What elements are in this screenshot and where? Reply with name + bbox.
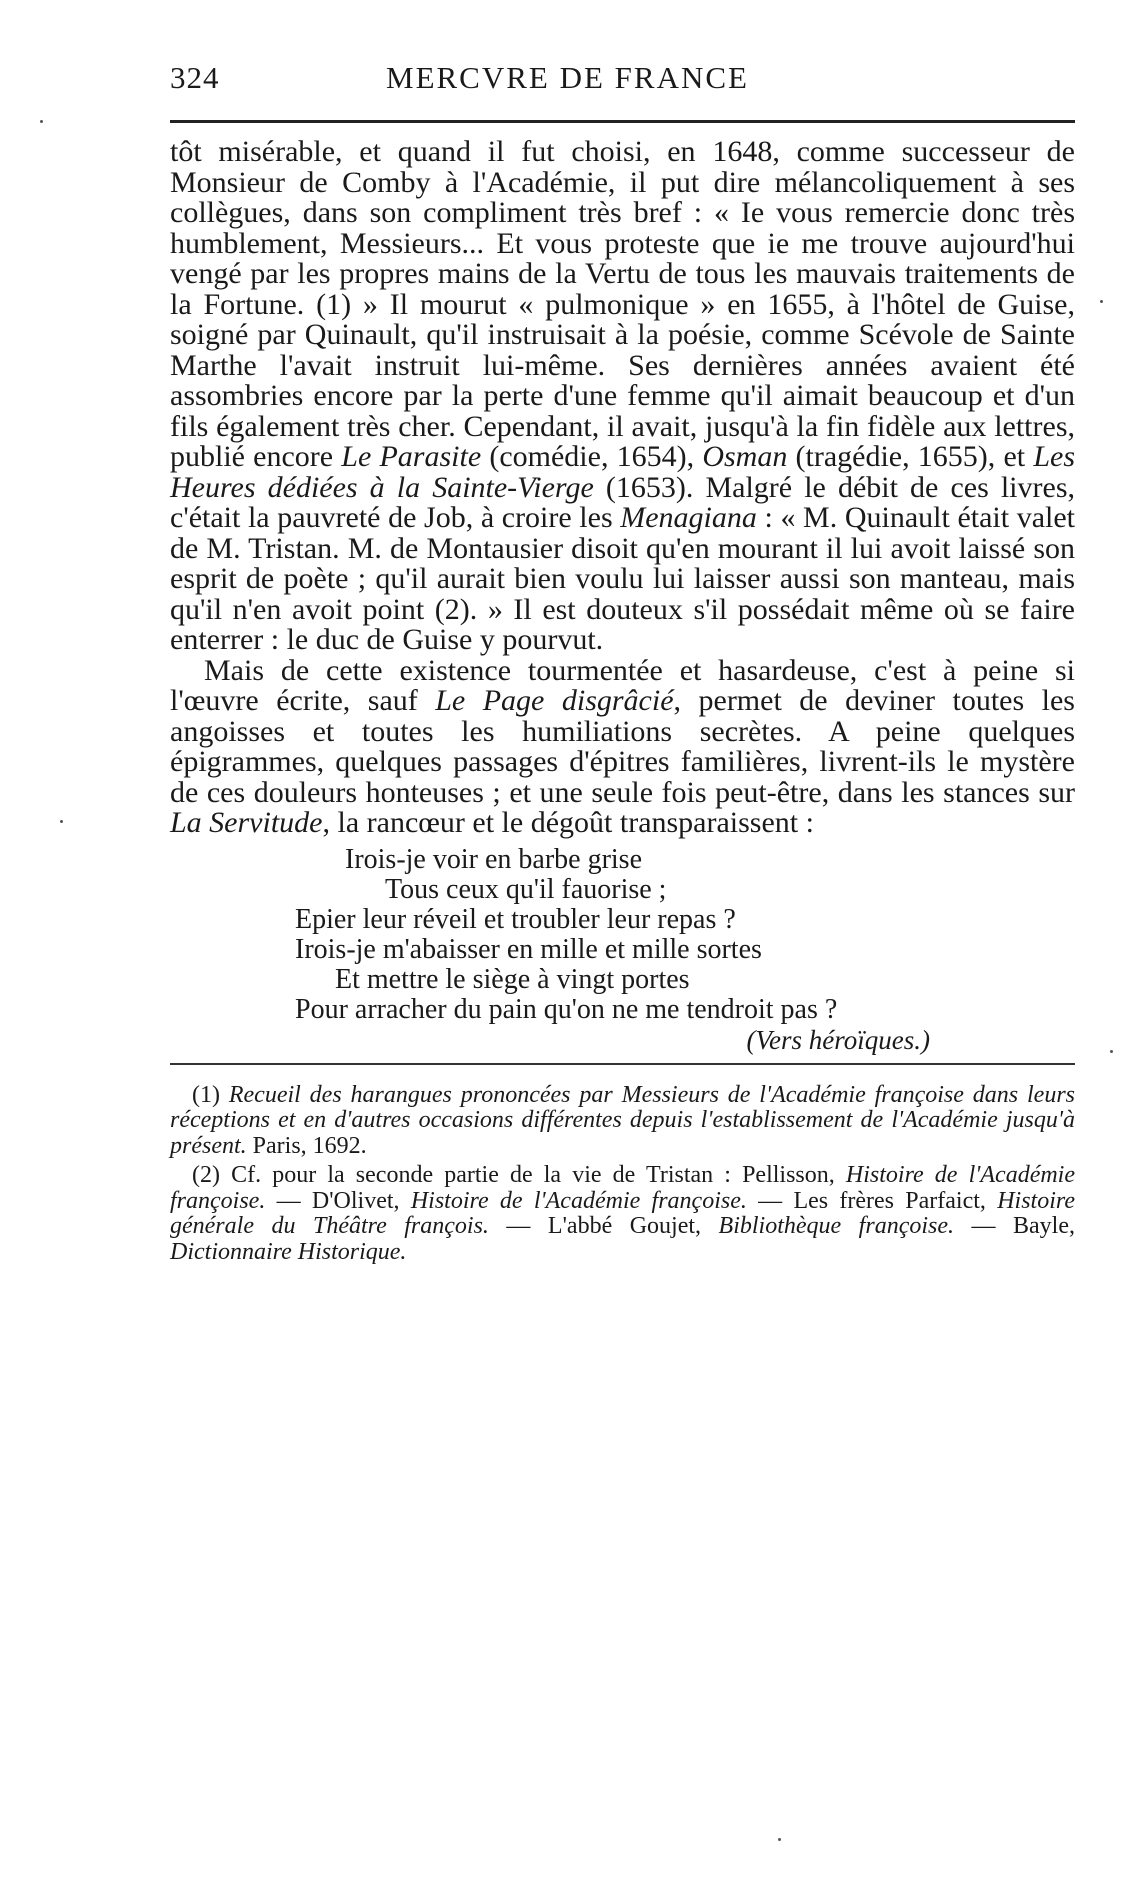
book-page bbox=[170, 60, 1075, 1269]
footnote-2 bbox=[170, 1163, 1075, 1265]
italic-run: Dictionnaire Historique. bbox=[170, 1238, 407, 1265]
italic-run: Bibliothèque françoise. bbox=[718, 1213, 955, 1239]
text-run: (tragédie, 1655), et bbox=[787, 440, 1034, 473]
footnotes bbox=[170, 1083, 1075, 1266]
footnote-1 bbox=[170, 1083, 1075, 1160]
italic-run: Histoire générale du Théâtre françois. bbox=[170, 1187, 1075, 1239]
text-run: — L'abbé Goujet, bbox=[488, 1213, 719, 1239]
verse-line: Tous ceux qu'il fauorise ; bbox=[385, 873, 667, 905]
text-run: , permet de deviner toutes les angoisses et toutes les humiliations secrètes. A peine quelques épigrammes, quelques passages d'épitres familières, livrent-ils le mystère de ces douleurs honteuses ; et une seule fois peut-être, dans les stances sur bbox=[170, 684, 1075, 809]
page-speck bbox=[40, 120, 43, 123]
verse-line: Pour arracher du pain qu'on ne me tendroit pas ? bbox=[295, 993, 838, 1025]
page-speck bbox=[1110, 1050, 1113, 1053]
verse-line: Et mettre le siège à vingt portes bbox=[335, 963, 690, 995]
page-speck bbox=[1100, 300, 1103, 303]
italic-run: Recueil des harangues prononcées par Messieurs de l'Académie françoise dans leurs réceptions et en d'autres occasions différentes depuis l'establissement de l'Académie jusqu'à présent. bbox=[170, 1081, 1075, 1159]
text-run: , la rancœur et le dégoût transparaissent : bbox=[322, 806, 814, 839]
page-number: 324 bbox=[170, 60, 220, 95]
verse-line: Irois-je voir en barbe grise bbox=[345, 843, 642, 875]
verse-line: Irois-je m'abaisser en mille et mille sortes bbox=[295, 933, 762, 965]
header-rule bbox=[170, 120, 1075, 123]
text-run: — D'Olivet, bbox=[265, 1187, 411, 1214]
verse-source: (Vers héroïques.) bbox=[746, 1024, 930, 1055]
italic-run: Histoire de l'Académie françoise. bbox=[170, 1162, 1075, 1214]
running-head: MERCVRE DE FRANCE bbox=[386, 60, 749, 95]
footnote-rule bbox=[170, 1063, 1075, 1065]
text-run: — Les frères Parfaict, bbox=[746, 1187, 998, 1214]
text-run: tôt misérable, et quand il fut choisi, en 1648, comme successeur de Monsieur de Comby à l'Académie, il put dire mélancoliquement à ses collègues, dans son compliment très bref : « Ie vous remercie donc très humblement, Messieurs... Et vous proteste que ie me trouve aujourd'hui vengé par les propres mains de la Vertu de tous les mauvais traitements de la Fortune. (1) » Il mourut « pulmonique » en 1655, à l'hôtel de Guise, soigné par Quinault, qu'il instruisait à la poésie, comme Scévole de Sainte Marthe l'avait instruit lui-même. Ses dernières années avaient été assombries encore par la perte d'une femme qu'il aimait beaucoup et d'un fils également très cher. Cependant, il avait, jusqu'à la fin fidèle aux lettres, publié encore bbox=[170, 135, 1075, 473]
italic-run: Les Heures dédiées à la Sainte-Vierge bbox=[170, 440, 1075, 504]
paragraph bbox=[170, 137, 1075, 656]
page-header bbox=[170, 60, 1075, 120]
italic-run: Osman bbox=[702, 440, 788, 473]
italic-run: Le Parasite bbox=[341, 440, 482, 473]
text-run: Mais de cette existence tourmentée et hasardeuse, c'est à peine si l'œuvre écrite, sauf bbox=[170, 653, 1075, 717]
italic-run: Menagiana bbox=[620, 501, 757, 534]
text-run: — Bayle, bbox=[954, 1213, 1076, 1239]
page-speck bbox=[778, 1838, 781, 1841]
text-run: (1) bbox=[192, 1081, 229, 1108]
verse-line: Epier leur réveil et troubler leur repas ? bbox=[295, 903, 736, 935]
italic-run: Le Page disgrâcié bbox=[435, 684, 674, 717]
text-run: (2) Cf. pour la seconde partie de la vie de Tristan : Pellisson, bbox=[192, 1162, 846, 1188]
text-run: (1653). Malgré le débit de ces livres, c'était la pauvreté de Job, à croire les bbox=[170, 470, 1075, 534]
verse-quotation bbox=[170, 845, 1075, 1055]
text-run: Paris, 1692. bbox=[246, 1132, 367, 1159]
italic-run: Histoire de l'Académie françoise. bbox=[410, 1187, 747, 1214]
paragraph bbox=[170, 653, 1075, 839]
page-speck bbox=[60, 820, 63, 823]
italic-run: La Servitude bbox=[170, 806, 323, 839]
text-run: (comédie, 1654), bbox=[481, 440, 703, 473]
body-text bbox=[170, 137, 1075, 1055]
text-run: : « M. Quinault était valet de M. Tristan. M. de Montausier disoit qu'en mourant il lui avoit laissé son esprit de poète ; qu'il aurait bien voulu lui laisser aussi son manteau, mais qu'il n'en avoit point (2). » Il est douteux s'il possédait même où se faire enterrer : le duc de Guise y pourvut. bbox=[170, 501, 1075, 656]
